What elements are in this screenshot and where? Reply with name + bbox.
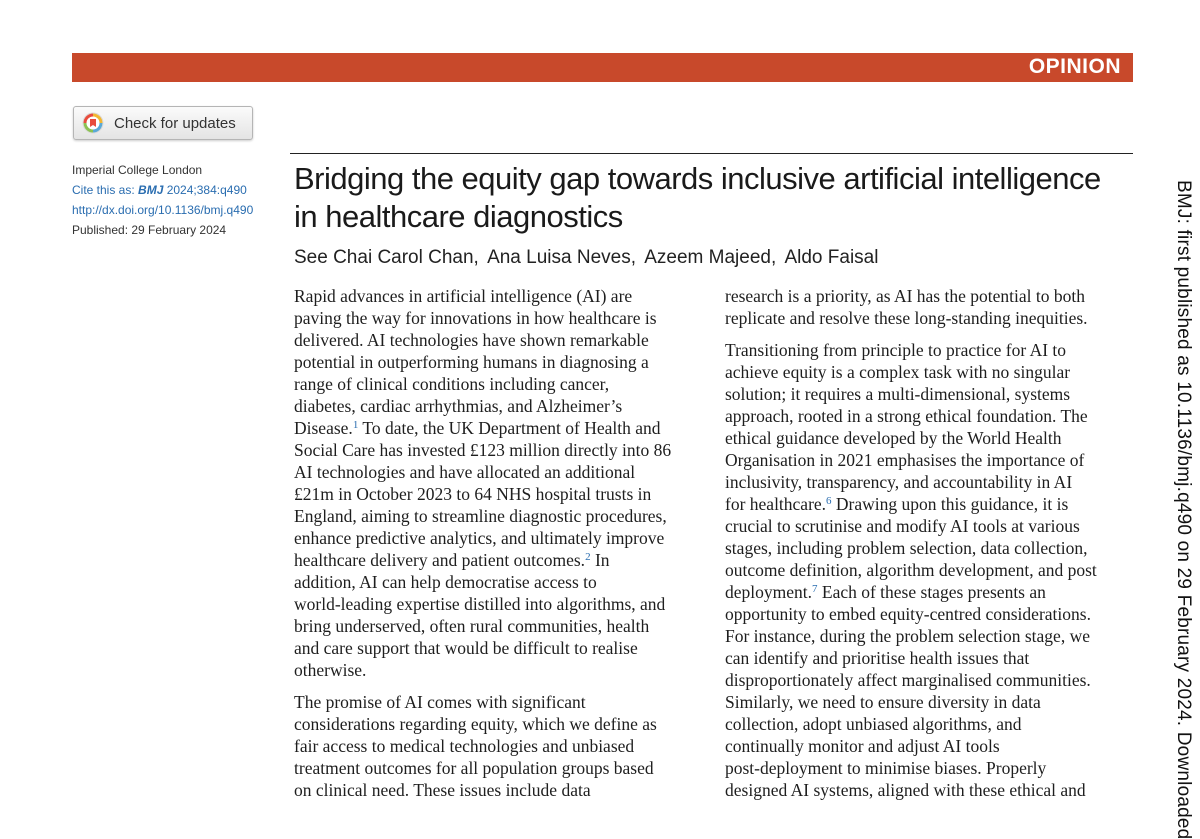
reference-link[interactable]: 2 xyxy=(585,551,591,563)
line-text: To date, the UK Department of Health and xyxy=(358,418,661,438)
article-title: Bridging the equity gap towards inclusive artificial intelligence in healthcare diagnostics xyxy=(294,161,1101,234)
author: See Chai Carol Chan, xyxy=(294,247,479,268)
published-date: Published: 29 February 2024 xyxy=(72,223,227,237)
text-line xyxy=(294,483,710,505)
line-text: research is a priority, as AI has the potential to both xyxy=(725,286,1085,306)
line-text: can identify and prioritise health issues that xyxy=(725,648,1030,668)
line-text: approach, rooted in a strong ethical foundation. The xyxy=(725,406,1088,426)
text-line xyxy=(725,471,1137,493)
line-text: world-leading expertise distilled into algorithms, and xyxy=(294,594,666,614)
paragraph xyxy=(294,285,710,681)
title-rule xyxy=(290,153,1133,154)
text-line xyxy=(725,625,1137,647)
text-line xyxy=(294,417,710,439)
vertical-download-note xyxy=(1172,180,1194,839)
text-line xyxy=(294,779,710,801)
text-line xyxy=(725,537,1137,559)
line-text: Disease. xyxy=(294,418,353,438)
line-text: considerations regarding equity, which we define as xyxy=(294,714,657,734)
body-column-1 xyxy=(294,285,710,801)
text-line xyxy=(294,395,710,417)
line-text: England, aiming to streamline diagnostic procedures, xyxy=(294,506,667,526)
line-text: collection, adopt unbiased algorithms, and xyxy=(725,714,1022,734)
text-line xyxy=(725,427,1137,449)
text-line xyxy=(294,615,710,637)
text-line xyxy=(725,647,1137,669)
text-line xyxy=(725,405,1137,427)
line-text: £21m in October 2023 to 64 NHS hospital trusts in xyxy=(294,484,652,504)
paragraph-gap xyxy=(725,329,1137,339)
text-line xyxy=(725,691,1137,713)
author-list xyxy=(294,247,882,269)
doi-link[interactable]: http://dx.doi.org/10.1136/bmj.q490 xyxy=(72,203,254,217)
text-line xyxy=(294,549,710,571)
text-line xyxy=(725,581,1137,603)
text-line xyxy=(294,505,710,527)
line-text: achieve equity is a complex task with no singular xyxy=(725,362,1071,382)
line-text: Rapid advances in artificial intelligence (AI) are xyxy=(294,286,633,306)
section-label: OPINION xyxy=(1028,55,1121,78)
line-text: and care support that would be difficult to realise xyxy=(294,638,638,658)
text-line xyxy=(294,307,710,329)
text-line xyxy=(725,559,1137,581)
text-line xyxy=(725,361,1137,383)
text-line xyxy=(294,593,710,615)
text-line xyxy=(294,439,710,461)
paragraph-gap xyxy=(294,681,710,691)
cite-journal: BMJ xyxy=(138,183,164,197)
line-text: AI technologies and have allocated an additional xyxy=(294,462,636,482)
vertical-journal: BMJ xyxy=(1173,180,1194,219)
line-text: fair access to medical technologies and unbiased xyxy=(294,736,635,756)
line-text: bring underserved, often rural communities, health xyxy=(294,616,650,636)
line-text: deployment. xyxy=(725,582,812,602)
paragraph xyxy=(725,285,1137,329)
text-line xyxy=(725,515,1137,537)
text-line xyxy=(725,603,1137,625)
line-text: solution; it requires a multi-dimensional, systems xyxy=(725,384,1071,404)
line-text: treatment outcomes for all population groups based xyxy=(294,758,654,778)
vertical-text: : first published as 10.1136/bmj.q490 on 29 February 2024. Downloaded xyxy=(1173,218,1194,839)
text-line xyxy=(725,669,1137,691)
line-text: Drawing upon this guidance, it is xyxy=(831,494,1069,514)
check-for-updates-icon xyxy=(82,112,104,134)
text-line xyxy=(725,285,1137,307)
text-line xyxy=(725,757,1137,779)
line-text: In xyxy=(590,550,610,570)
article-sidebar xyxy=(72,160,272,240)
reference-link[interactable]: 1 xyxy=(352,419,359,431)
paragraph xyxy=(725,339,1137,801)
line-text: enhance predictive analytics, and ultimately improve xyxy=(294,528,665,548)
line-text: outcome definition, algorithm development, and post xyxy=(725,560,1097,580)
text-line xyxy=(725,383,1137,405)
text-line xyxy=(294,373,710,395)
text-line xyxy=(294,757,710,779)
line-text: potential in outperforming humans in diagnosing a xyxy=(294,352,649,372)
author: Aldo Faisal xyxy=(784,247,879,268)
text-line xyxy=(725,449,1137,471)
line-text: crucial to scrutinise and modify AI tools at various xyxy=(725,516,1080,536)
line-text: Similarly, we need to ensure diversity in data xyxy=(725,692,1041,712)
line-text: designed AI systems, aligned with these ethical and xyxy=(725,780,1086,800)
line-text: for healthcare. xyxy=(725,494,827,514)
line-text: on clinical need. These issues include data xyxy=(294,780,591,800)
text-line xyxy=(725,339,1137,361)
line-text: Transitioning from principle to practice for AI to xyxy=(725,340,1067,360)
section-banner xyxy=(72,53,1133,82)
line-text: post-deployment to minimise biases. Properly xyxy=(725,758,1047,778)
text-line xyxy=(725,735,1137,757)
text-line xyxy=(294,351,710,373)
line-text: inclusivity, transparency, and accountability in AI xyxy=(725,472,1073,492)
text-line xyxy=(294,329,710,351)
line-text: diabetes, cardiac arrhythmias, and Alzheimer’s xyxy=(294,396,623,416)
line-text: continually monitor and adjust AI tools xyxy=(725,736,1000,756)
line-text: paving the way for innovations in how healthcare is xyxy=(294,308,657,328)
check-for-updates-label: Check for updates xyxy=(114,115,236,132)
text-line xyxy=(725,713,1137,735)
text-line xyxy=(725,779,1137,801)
line-text: For instance, during the problem selection stage, we xyxy=(725,626,1090,646)
line-text: Social Care has invested £123 million directly into 86 xyxy=(294,440,672,460)
line-text: otherwise. xyxy=(294,660,367,680)
line-text: stages, including problem selection, data collection, xyxy=(725,538,1088,558)
line-text: The promise of AI comes with significant xyxy=(294,692,586,712)
text-line xyxy=(725,307,1137,329)
line-text: addition, AI can help democratise access to xyxy=(294,572,597,592)
author: Ana Luisa Neves, xyxy=(487,247,636,268)
text-line xyxy=(294,713,710,735)
text-line xyxy=(294,659,710,681)
line-text: disproportionately affect marginalised communities. xyxy=(725,670,1091,690)
text-line xyxy=(294,571,710,593)
line-text: replicate and resolve these long-standing inequities. xyxy=(725,308,1088,328)
line-text: Organisation in 2021 emphasises the importance of xyxy=(725,450,1085,470)
text-line xyxy=(294,527,710,549)
line-text: opportunity to embed equity-centred considerations. xyxy=(725,604,1091,624)
citation xyxy=(72,180,272,200)
text-line xyxy=(294,691,710,713)
cite-label: Cite this as: xyxy=(72,183,139,197)
check-for-updates-button[interactable] xyxy=(73,106,253,140)
text-line xyxy=(294,637,710,659)
reference-link[interactable]: 7 xyxy=(812,583,818,595)
cite-ref: 2024;384:q490 xyxy=(163,183,247,197)
body-column-2 xyxy=(725,285,1137,801)
line-text: ethical guidance developed by the World Health xyxy=(725,428,1062,448)
institution: Imperial College London xyxy=(72,163,203,177)
line-text: range of clinical conditions including cancer, xyxy=(294,374,610,394)
line-text: delivered. AI technologies have shown remarkable xyxy=(294,330,649,350)
text-line xyxy=(294,285,710,307)
reference-link[interactable]: 6 xyxy=(826,495,832,507)
line-text: healthcare delivery and patient outcomes. xyxy=(294,550,586,570)
text-line xyxy=(294,735,710,757)
paragraph xyxy=(294,691,710,801)
line-text: Each of these stages presents an xyxy=(817,582,1046,602)
author: Azeem Majeed, xyxy=(644,247,777,268)
text-line xyxy=(294,461,710,483)
text-line xyxy=(725,493,1137,515)
